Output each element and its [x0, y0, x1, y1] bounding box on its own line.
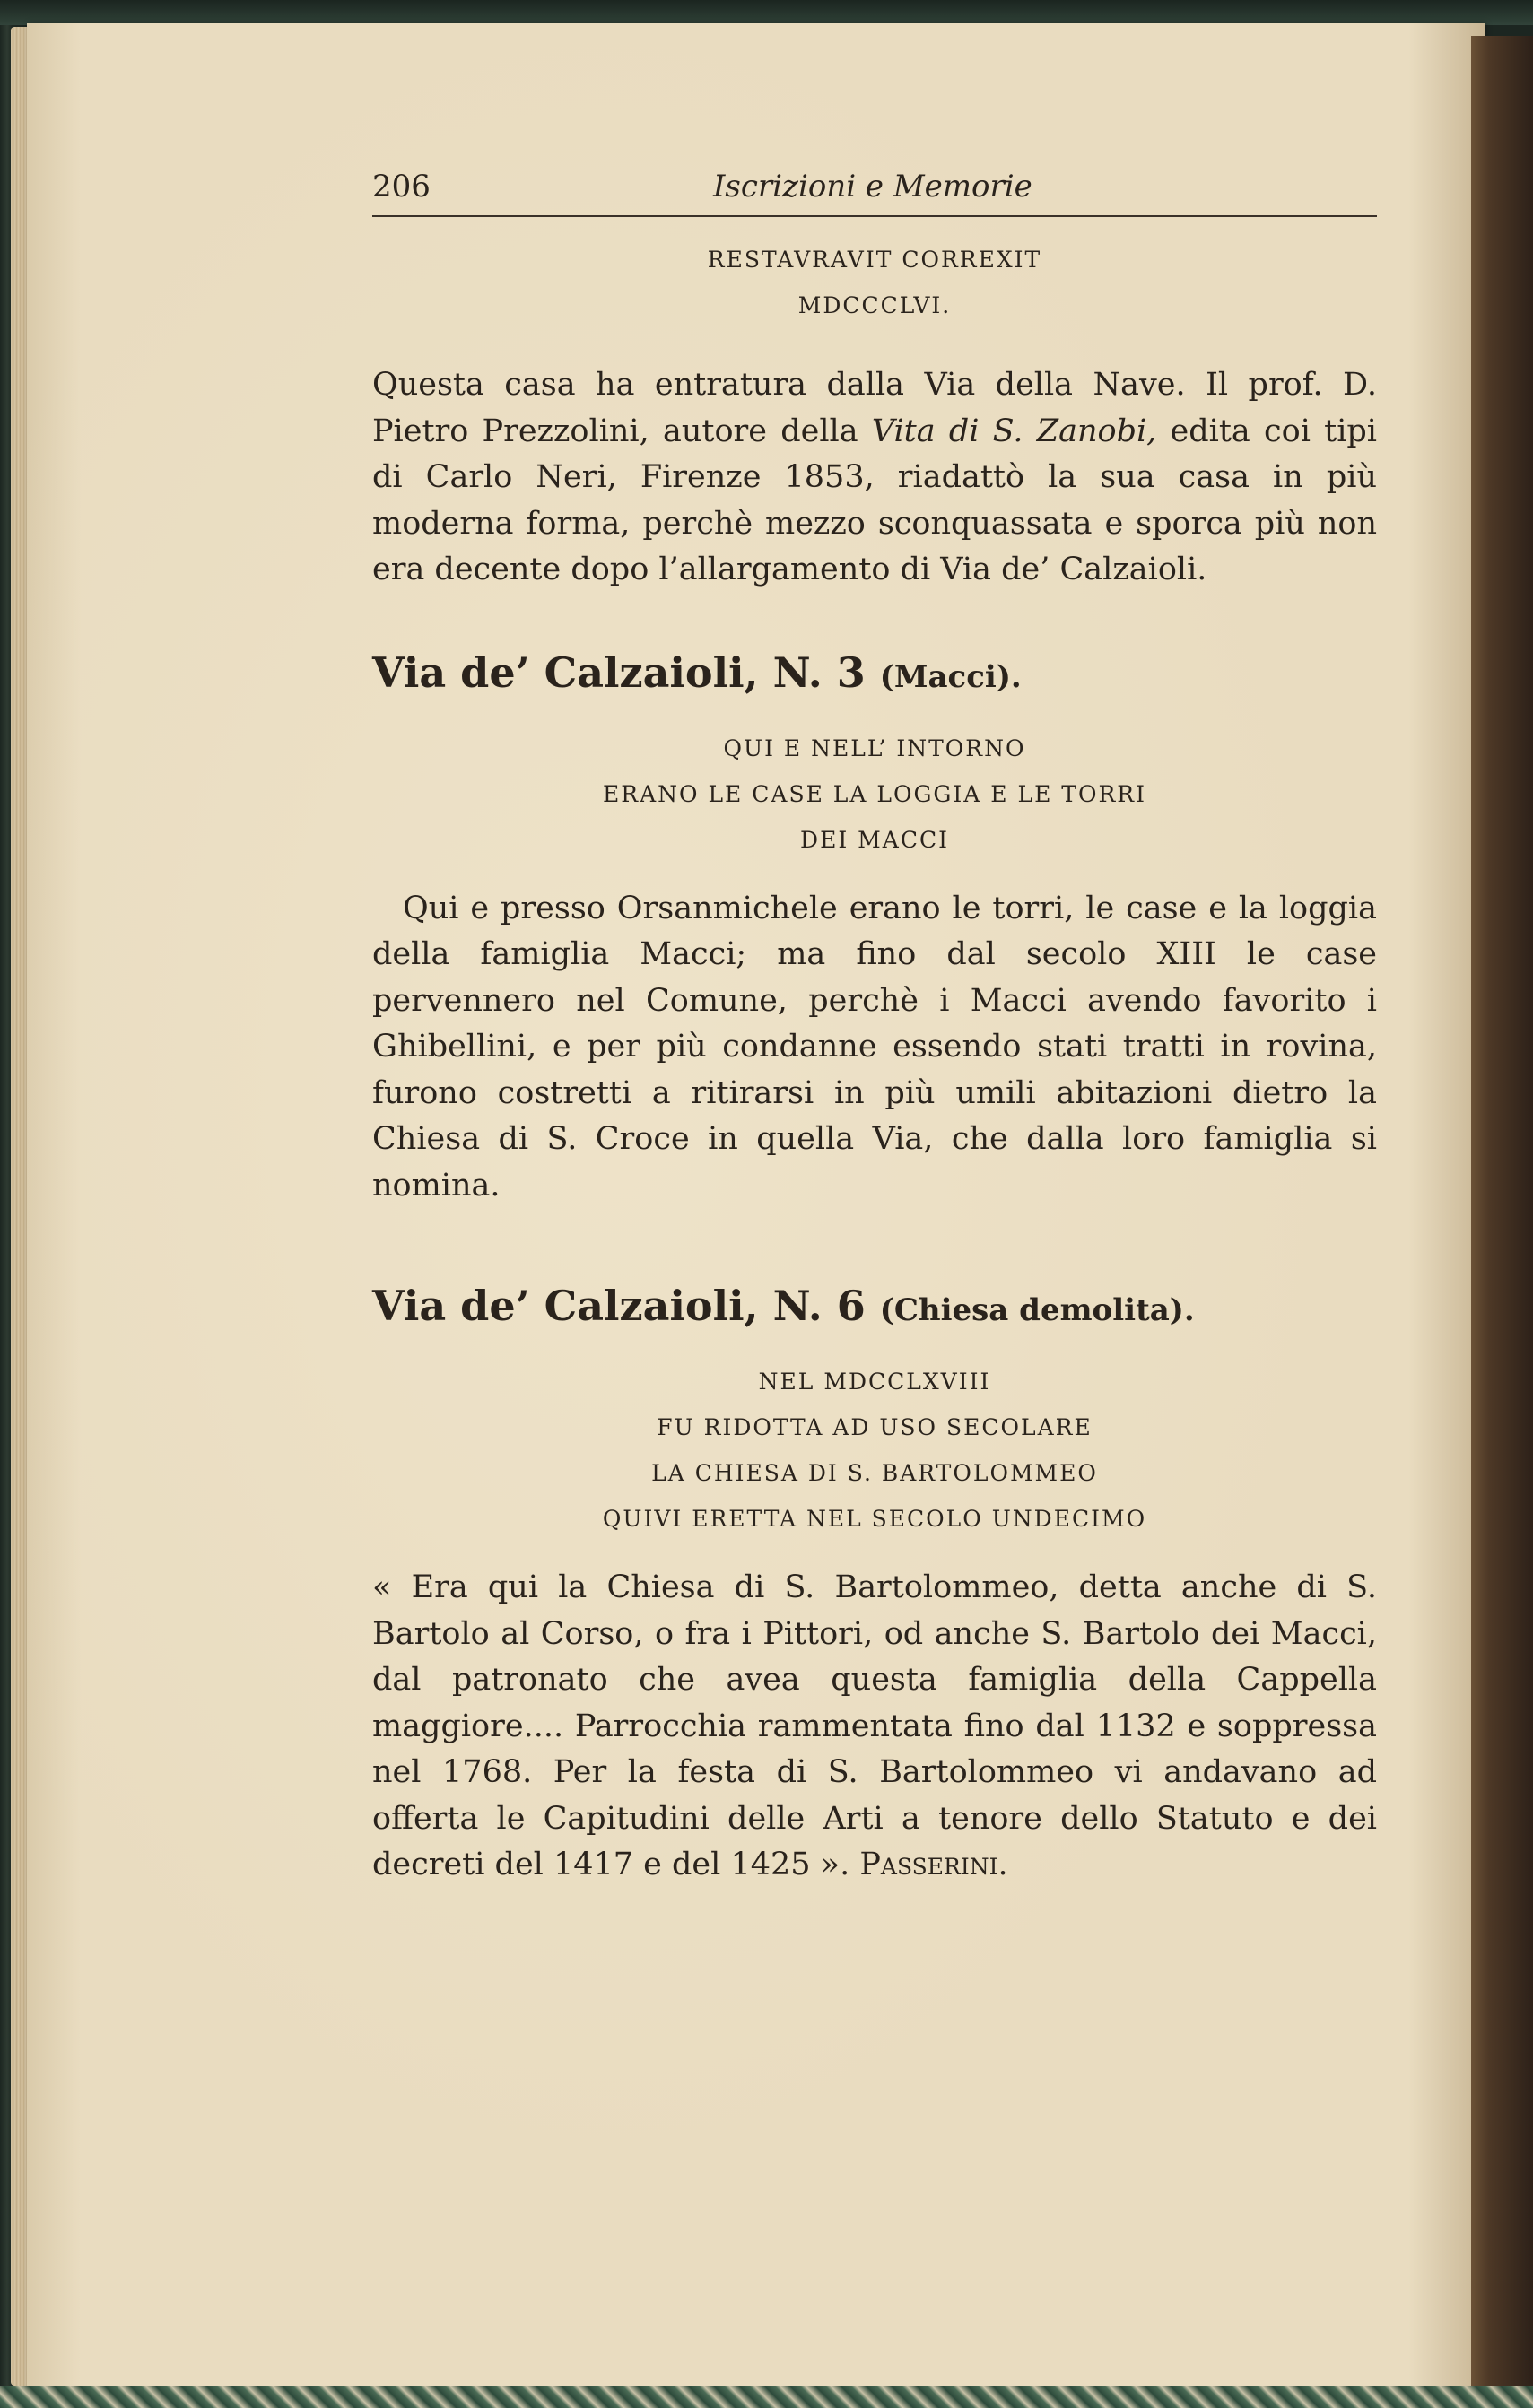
- paragraph-bartolommeo: [372, 1565, 1377, 1889]
- book-cover-top: [0, 0, 1533, 25]
- running-title: Iscrizioni e Memorie: [713, 169, 1032, 204]
- inscription-line: QUI E NELL’ INTORNO: [723, 735, 1026, 761]
- inscription-line: NEL MDCCLXVIII: [758, 1369, 991, 1395]
- inscription-line: ERANO LE CASE LA LOGGIA E LE TORRI: [603, 780, 1146, 807]
- inscription-bartolommeo: [372, 1359, 1377, 1542]
- book-binding-right: [1471, 36, 1533, 2395]
- page-number: 206: [372, 169, 431, 204]
- page-content: [372, 160, 1377, 1889]
- inscription-restavravit: [372, 237, 1377, 328]
- inscription-line: DEI MACCI: [800, 826, 949, 853]
- heading-address: Via de’ Calzaioli, N. 6: [372, 1282, 866, 1330]
- inscription-macci: [372, 726, 1377, 863]
- paragraph-text: « Era qui la Chiesa di S. Bartolommeo, detta anche di S. Bartolo al Corso, o fra i Pittori, od anche S. Bartolo dei Macci, dal patronato che avea questa famiglia della Cappella maggiore.... Parrocchia rammentata fino dal 1132 e soppressa nel 1768. Per la festa di S. Bartolommeo vi andavano ad offerta le Capitudini delle Arti a tenore dello Statuto e dei decreti del 1417 e del 1425 ».: [372, 1569, 1377, 1882]
- book-cover-bottom: [0, 2386, 1533, 2408]
- inscription-line: LA CHIESA DI S. BARTOLOMMEO: [651, 1460, 1098, 1486]
- heading-note: (Macci).: [879, 658, 1022, 695]
- inscription-line: RESTAVRAVIT CORREXIT: [707, 247, 1042, 273]
- paragraph-via-della-nave: [372, 362, 1377, 594]
- heading-address: Via de’ Calzaioli, N. 3: [372, 648, 866, 697]
- section-heading-n3: [372, 648, 1377, 702]
- inscription-line: FU RIDOTTA AD USO SECOLARE: [657, 1414, 1093, 1440]
- inscription-line: QUIVI ERETTA NEL SECOLO UNDECIMO: [602, 1506, 1147, 1532]
- running-head: [372, 160, 1377, 217]
- book-title-italic: Vita di S. Zanobi,: [871, 413, 1157, 449]
- paragraph-text: Questa casa ha entratura dalla Via della Nave. Il prof. D. Pietro Prezzolini, autore della: [372, 367, 1377, 449]
- paragraph-text: edita coi tipi di Carlo Neri, Firenze 1853, riadattò la sua casa in più moderna forma, perchè mezzo sconquassata e sporca più non era decente dopo l’allargamento di Via de’ Calzaioli.: [372, 413, 1377, 587]
- citation-author: Passerini.: [859, 1847, 1008, 1882]
- paragraph-macci: Qui e presso Orsanmichele erano le torri, le case e la loggia della famiglia Macci; ma fino dal secolo XIII le case pervennero nel Comune, perchè i Macci avendo favorito i Ghibellini, e per più condanne essendo stati tratti in rovina, furono costretti a ritirarsi in più umili abitazioni dietro la Chiesa di S. Croce in quella Via, che dalla loro famiglia si nomina.: [372, 890, 1377, 1204]
- inscription-line: MDCCCLVI.: [797, 292, 952, 318]
- heading-note: (Chiesa demolita).: [879, 1292, 1195, 1328]
- section-heading-n6: [372, 1281, 1377, 1335]
